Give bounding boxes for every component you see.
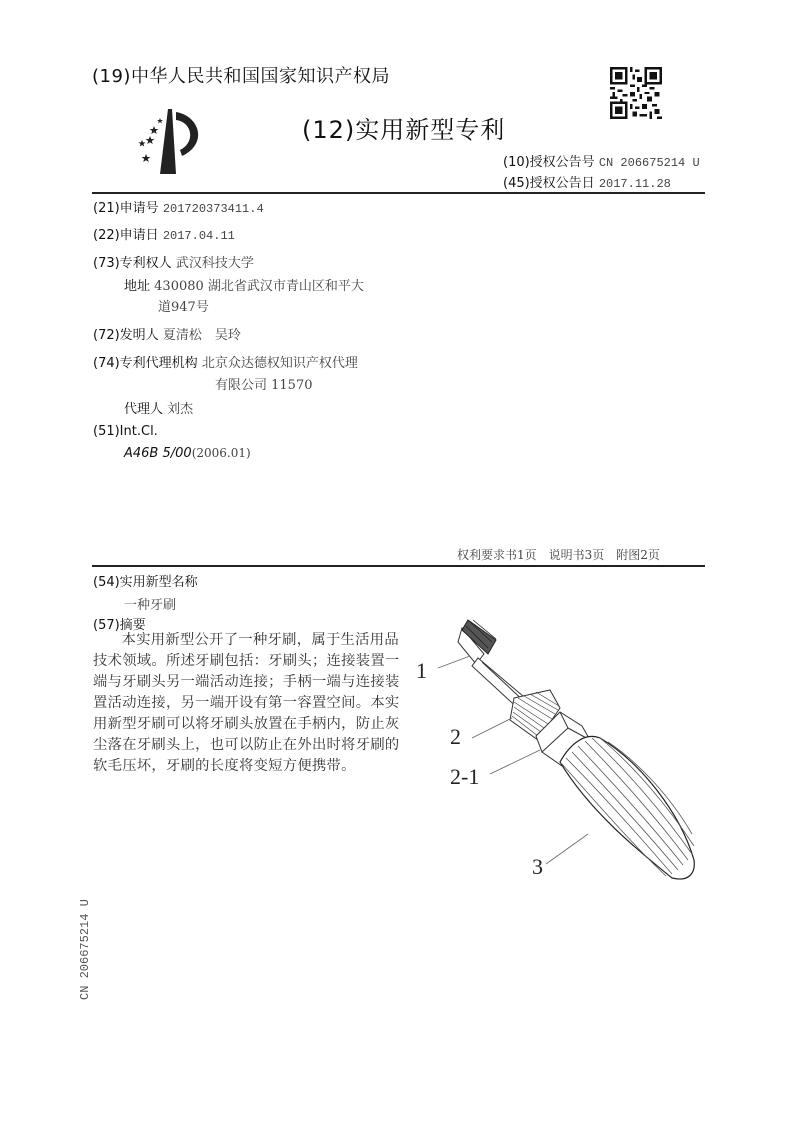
utility-model-title-label: (54)实用新型名称 [93, 575, 198, 590]
figure-label-2: 2 [450, 724, 461, 749]
application-date [93, 224, 235, 243]
figure-label-2-1: 2-1 [450, 764, 480, 789]
abstract-text [93, 630, 413, 777]
abstract-label: (57)摘要 [93, 618, 146, 633]
int-cl-label: (51)Int.Cl. [93, 424, 158, 439]
agency [93, 352, 358, 371]
header-divider [92, 192, 705, 194]
toothbrush-figure [410, 612, 700, 892]
office-name: (19)中华人民共和国国家知识产权局 [92, 66, 390, 87]
publication-date [503, 172, 671, 191]
publication-date-value: 2017.11.28 [598, 177, 671, 191]
application-number-value: 201720373411.4 [162, 202, 264, 216]
section-divider [92, 565, 705, 567]
patentee-label: (73)专利权人 [93, 256, 172, 271]
int-cl [124, 446, 251, 461]
address-line-2: 道947号 [158, 300, 209, 315]
figure-label-1: 1 [416, 658, 427, 683]
publication-number-label: (10)授权公告号 [503, 155, 595, 170]
publication-number [503, 151, 700, 170]
cnipa-logo-icon [130, 104, 210, 176]
agent [124, 398, 193, 417]
agency-label: (74)专利代理机构 [93, 356, 198, 371]
address-label: 地址 [124, 279, 151, 294]
patentee-value: 武汉科技大学 [175, 256, 254, 271]
toothbrush-drawing [410, 612, 700, 892]
agency-line-2: 有限公司 11570 [215, 378, 313, 393]
int-cl-date: (2006.01) [191, 446, 251, 460]
side-document-number: CN 206675214 U [78, 899, 92, 1000]
inventor [93, 324, 241, 343]
patentee [93, 252, 254, 271]
utility-model-title: 一种牙刷 [124, 598, 177, 613]
publication-date-label: (45)授权公告日 [503, 176, 595, 191]
address [124, 275, 364, 294]
agent-label: 代理人 [124, 402, 164, 417]
abstract-paragraph: 本实用新型公开了一种牙刷，属于生活用品技术领域。所述牙刷包括：牙刷头；连接装置一端与牙刷头另一端活动连接；手柄一端与连接装置活动连接，另一端开设有第一容置空间。本实用新型牙刷可以将牙刷头放置在手柄内，防止灰尘落在牙刷头上，也可以防止在外出时将牙刷的软毛压坏，牙刷的长度将变短方便携带。 [93, 632, 400, 774]
agency-line-1: 北京众达德权知识产权代理 [201, 356, 358, 371]
int-cl-class: A46B 5/00 [124, 446, 192, 461]
application-date-value: 2017.04.11 [162, 229, 235, 243]
address-line-1: 430080 湖北省武汉市青山区和平大 [154, 279, 364, 294]
application-number [93, 197, 264, 216]
publication-number-value: CN 206675214 U [598, 156, 700, 170]
pages-info: 权利要求书1页 说明书3页 附图2页 [457, 548, 660, 562]
application-number-label: (21)申请号 [93, 201, 159, 216]
qr-code-icon [610, 67, 662, 119]
inventor-value: 夏清松 吴玲 [162, 328, 241, 343]
application-date-label: (22)申请日 [93, 228, 159, 243]
inventor-label: (72)发明人 [93, 328, 159, 343]
figure-label-3: 3 [532, 854, 543, 879]
document-type: (12)实用新型专利 [302, 116, 506, 144]
agent-value: 刘杰 [167, 402, 194, 417]
